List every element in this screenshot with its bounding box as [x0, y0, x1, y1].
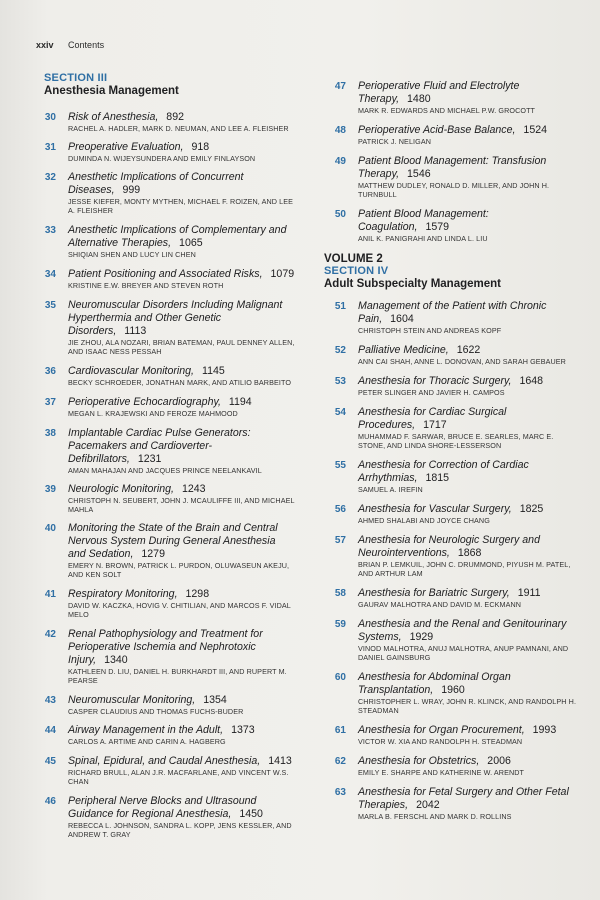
chapter-authors: AMAN MAHAJAN AND JACQUES PRINCE NEELANKAVIL: [68, 466, 262, 475]
chapter-number: 38: [44, 428, 56, 439]
chapter-authors: BRIAN P. LEMKUIL, JOHN C. DRUMMOND, PIYUSH M. PATEL, AND ARTHUR LAM: [358, 560, 571, 578]
chapter-title: [68, 588, 296, 601]
chapter-number: 46: [44, 796, 56, 807]
chapter-number: 54: [334, 407, 346, 418]
toc-entry: [320, 155, 582, 199]
chapter-authors: VICTOR W. XIA AND RANDOLPH H. STEADMAN: [358, 737, 523, 746]
chapter-authors: SHIQIAN SHEN AND LUCY LIN CHEN: [68, 250, 196, 259]
chapter-number: 31: [44, 142, 56, 153]
chapter-number: 60: [334, 672, 346, 683]
chapter-page: 1373: [231, 724, 255, 736]
toc-entry: [30, 628, 296, 685]
chapter-number: 43: [44, 695, 56, 706]
chapter-title-text: Anesthesia for Vascular Surgery,: [358, 503, 512, 515]
chapter-page: 1546: [407, 168, 431, 180]
chapter-title: [358, 755, 582, 768]
chapter-title: [68, 694, 296, 707]
chapter-authors: VINOD MALHOTRA, ANUJ MALHOTRA, ANUP PAMNANI, AND DANIEL GAINSBURG: [358, 644, 569, 662]
toc-entry: [320, 786, 582, 821]
toc-entry: [30, 795, 296, 839]
chapter-number: 34: [44, 269, 56, 280]
chapter-page: 1622: [456, 344, 481, 356]
toc-entry: [30, 268, 296, 290]
toc-entry: [30, 483, 296, 514]
toc-entry: [320, 618, 582, 662]
chapter-title-text: Anesthesia for Obstetrics,: [358, 755, 480, 767]
chapter-title: [68, 755, 296, 768]
toc-entry: [30, 396, 296, 418]
chapter-authors: DAVID W. KACZKA, HOVIG V. CHITILIAN, AND MARCOS F. VIDAL MELO: [68, 601, 291, 619]
chapter-page: 1340: [104, 654, 128, 666]
toc-entry: [30, 522, 296, 579]
chapter-title-text: Anesthetic Implications of Complementary and Alternative Therapies,: [68, 224, 287, 249]
chapter-authors: KRISTINE E.W. BREYER AND STEVEN ROTH: [68, 281, 224, 290]
toc-entry: [320, 755, 582, 777]
chapter-page: 1145: [202, 365, 225, 377]
chapter-title: [68, 171, 296, 197]
chapter-number: 49: [334, 156, 346, 167]
chapter-title-text: Preoperative Evaluation,: [68, 141, 184, 153]
chapter-title: [358, 300, 582, 326]
chapter-authors: MARLA B. FERSCHL AND MARK D. ROLLINS: [358, 812, 512, 821]
chapter-title-text: Patient Blood Management: Transfusion Therapy,: [358, 155, 547, 180]
chapter-number: 56: [334, 504, 346, 515]
chapter-list-left: [30, 111, 296, 839]
chapter-title-text: Anesthetic Implications of Concurrent Diseases,: [68, 171, 244, 196]
chapter-title-text: Anesthesia for Organ Procurement,: [358, 724, 525, 736]
chapter-title: [68, 483, 296, 496]
chapter-page: 1929: [409, 631, 434, 643]
chapter-number: 36: [44, 366, 56, 377]
chapter-title-text: Patient Blood Management: Coagulation,: [358, 208, 489, 233]
chapter-title-text: Anesthesia for Thoracic Surgery,: [358, 375, 512, 387]
chapter-title: [358, 786, 582, 812]
chapter-number: 32: [44, 172, 56, 183]
chapter-title: [358, 208, 582, 234]
chapter-authors: ANIL K. PANIGRAHI AND LINDA L. LIU: [358, 234, 488, 243]
chapter-title-text: Patient Positioning and Associated Risks,: [68, 268, 263, 280]
chapter-title-text: Risk of Anesthesia,: [68, 111, 159, 123]
chapter-authors: MARK R. EDWARDS AND MICHAEL P.W. GROCOTT: [358, 106, 536, 115]
chapter-page: 1868: [457, 547, 482, 559]
chapter-page: 1815: [425, 472, 450, 484]
chapter-number: 57: [334, 535, 346, 546]
chapter-page: 1298: [185, 588, 210, 600]
chapter-title: [68, 522, 296, 561]
chapter-number: 40: [44, 523, 56, 534]
chapter-list-right-top: [320, 80, 582, 243]
chapter-authors: EMILY E. SHARPE AND KATHERINE W. ARENDT: [358, 768, 525, 777]
chapter-title-text: Neurologic Monitoring,: [68, 483, 174, 495]
chapter-title-text: Palliative Medicine,: [358, 344, 449, 356]
chapter-number: 35: [44, 300, 56, 311]
chapter-title: [68, 224, 296, 250]
toc-entry: [30, 171, 296, 215]
chapter-number: 51: [334, 301, 346, 312]
chapter-title: [358, 344, 582, 357]
chapter-title: [68, 268, 296, 281]
chapter-number: 30: [44, 112, 56, 123]
chapter-number: 33: [44, 225, 56, 236]
section-label: SECTION III: [44, 72, 108, 84]
chapter-number: 52: [334, 345, 346, 356]
chapter-authors: CHRISTOPHER L. WRAY, JOHN R. KLINCK, AND RANDOLPH H. STEADMAN: [358, 697, 577, 715]
chapter-title: [68, 299, 296, 338]
toc-entry: [30, 299, 296, 356]
chapter-title-text: Anesthesia for Correction of Cardiac Arrhythmias,: [358, 459, 529, 484]
volume-label: VOLUME 2: [324, 253, 383, 265]
page-number: xxiv: [36, 40, 54, 50]
section-title-iv: Adult Subspecialty Management: [324, 278, 502, 290]
chapter-page: 892: [166, 111, 184, 123]
chapter-authors: AHMED SHALABI AND JOYCE CHANG: [358, 516, 490, 525]
toc-entry: [320, 124, 582, 146]
chapter-page: 1911: [517, 587, 541, 599]
toc-entry: [30, 224, 296, 259]
chapter-page: 1279: [141, 548, 165, 560]
chapter-title-text: Renal Pathophysiology and Treatment for Perioperative Ischemia and Nephrotoxic Injury,: [68, 628, 263, 666]
toc-entry: [320, 724, 582, 746]
chapter-title-text: Peripheral Nerve Blocks and Ultrasound Guidance for Regional Anesthesia,: [68, 795, 257, 820]
chapter-page: 1825: [519, 503, 544, 515]
chapter-page: 1480: [407, 93, 431, 105]
chapter-authors: MATTHEW DUDLEY, RONALD D. MILLER, AND JOHN H. TURNBULL: [358, 181, 550, 199]
chapter-authors: EMERY N. BROWN, PATRICK L. PURDON, OLUWASEUN AKEJU, AND KEN SOLT: [68, 561, 290, 579]
chapter-title: [358, 459, 582, 485]
chapter-title: [68, 427, 296, 466]
chapter-authors: DUMINDA N. WIJEYSUNDERA AND EMILY FINLAYSON: [68, 154, 256, 163]
chapter-authors: MUHAMMAD F. SARWAR, BRUCE E. SEARLES, MARC E. STONE, AND LINDA SHORE-LESSERSON: [358, 432, 554, 450]
chapter-page: 1243: [182, 483, 206, 495]
toc-entry: [320, 671, 582, 715]
chapter-title-text: Cardiovascular Monitoring,: [68, 365, 195, 377]
chapter-number: 42: [44, 629, 56, 640]
chapter-page: 1604: [390, 313, 414, 325]
chapter-number: 53: [334, 376, 346, 387]
chapter-authors: CHRISTOPH STEIN AND ANDREAS KOPF: [358, 326, 502, 335]
chapter-authors: JESSE KIEFER, MONTY MYTHEN, MICHAEL F. ROIZEN, AND LEE A. FLEISHER: [68, 197, 294, 215]
chapter-number: 45: [44, 756, 56, 767]
toc-entry: [320, 80, 582, 115]
chapter-authors: PATRICK J. NELIGAN: [358, 137, 432, 146]
chapter-title: [358, 80, 582, 106]
chapter-title-text: Anesthesia for Neurologic Surgery and Neurointerventions,: [358, 534, 540, 559]
toc-entry: [320, 587, 582, 609]
section-title: Anesthesia Management: [44, 85, 179, 97]
chapter-title-text: Anesthesia for Cardiac Surgical Procedures,: [358, 406, 507, 431]
chapter-title-text: Perioperative Echocardiography,: [68, 396, 221, 408]
chapter-number: 50: [334, 209, 346, 220]
chapter-title-text: Airway Management in the Adult,: [68, 724, 224, 736]
chapter-title: [68, 365, 296, 378]
toc-entry: [30, 755, 296, 786]
chapter-title-text: Monitoring the State of the Brain and Central Nervous System During General Anesthesia and Sedation,: [68, 522, 278, 560]
chapter-number: 63: [334, 787, 346, 798]
toc-entry: [30, 724, 296, 746]
toc-entry: [320, 375, 582, 397]
running-head: [36, 40, 104, 50]
toc-entry: [320, 534, 582, 578]
chapter-authors: CHRISTOPH N. SEUBERT, JOHN J. MCAULIFFE III, AND MICHAEL MAHLA: [68, 496, 295, 514]
chapter-title: [358, 618, 582, 644]
chapter-page: 1194: [228, 396, 252, 408]
chapter-page: 2006: [487, 755, 511, 767]
toc-entry: [30, 365, 296, 387]
toc-entry: [30, 427, 296, 475]
chapter-number: 44: [44, 725, 56, 736]
chapter-title: [358, 406, 582, 432]
chapter-authors: BECKY SCHROEDER, JONATHAN MARK, AND ATILIO BARBEITO: [68, 378, 292, 387]
toc-entry: [320, 300, 582, 335]
chapter-page: 2042: [416, 799, 440, 811]
toc-entry: [30, 141, 296, 163]
chapter-authors: JIE ZHOU, ALA NOZARI, BRIAN BATEMAN, PAUL DENNEY ALLEN, AND ISAAC NESS PESSAH: [68, 338, 295, 356]
chapter-page: 1231: [137, 453, 162, 465]
chapter-title: [358, 671, 582, 697]
chapter-title: [358, 124, 582, 137]
chapter-page: 1579: [425, 221, 450, 233]
chapter-page: 1648: [519, 375, 544, 387]
chapter-title: [68, 628, 296, 667]
chapter-page: 1960: [441, 684, 465, 696]
chapter-page: 918: [191, 141, 210, 153]
chapter-page: 1524: [523, 124, 547, 136]
chapter-title: [358, 587, 582, 600]
chapter-title-text: Neuromuscular Disorders Including Malignant Hyperthermia and Other Genetic Disorders,: [68, 299, 283, 337]
chapter-page: 1113: [124, 325, 147, 337]
chapter-title: [68, 111, 296, 124]
chapter-title: [68, 724, 296, 737]
chapter-number: 55: [334, 460, 346, 471]
chapter-page: 1413: [268, 755, 292, 767]
chapter-title: [68, 795, 296, 821]
right-column: [320, 80, 582, 821]
chapter-number: 48: [334, 125, 346, 136]
chapter-number: 39: [44, 484, 56, 495]
chapter-authors: GAURAV MALHOTRA AND DAVID M. ECKMANN: [358, 600, 522, 609]
chapter-title-text: Implantable Cardiac Pulse Generators: Pacemakers and Cardioverter-Defibrillators,: [68, 427, 251, 465]
chapter-title-text: Spinal, Epidural, and Caudal Anesthesia,: [68, 755, 261, 767]
chapter-page: 1993: [532, 724, 557, 736]
chapter-authors: RICHARD BRULL, ALAN J.R. MACFARLANE, AND VINCENT W.S. CHAN: [68, 768, 289, 786]
chapter-title: [68, 141, 296, 154]
chapter-title-text: Anesthesia and the Renal and Genitourinary Systems,: [358, 618, 567, 643]
chapter-title-text: Perioperative Acid-Base Balance,: [358, 124, 516, 136]
chapter-authors: CASPER CLAUDIUS AND THOMAS FUCHS-BUDER: [68, 707, 244, 716]
toc-entry: [320, 503, 582, 525]
chapter-title-text: Anesthesia for Fetal Surgery and Other Fetal Therapies,: [358, 786, 569, 811]
chapter-title-text: Neuromuscular Monitoring,: [68, 694, 196, 706]
chapter-page: 999: [122, 184, 141, 196]
chapter-page: 1065: [179, 237, 203, 249]
toc-entry: [30, 588, 296, 619]
chapter-authors: RACHEL A. HADLER, MARK D. NEUMAN, AND LEE A. FLEISHER: [68, 124, 289, 133]
chapter-authors: PETER SLINGER AND JAVIER H. CAMPOS: [358, 388, 505, 397]
chapter-number: 41: [44, 589, 56, 600]
toc-entry: [320, 344, 582, 366]
chapter-number: 61: [334, 725, 346, 736]
chapter-page: 1354: [203, 694, 227, 706]
chapter-title: [358, 724, 582, 737]
chapter-title: [358, 375, 582, 388]
toc-entry: [320, 406, 582, 450]
chapter-title-text: Anesthesia for Bariatric Surgery,: [358, 587, 510, 599]
toc-entry: [30, 694, 296, 716]
chapter-list-right-bottom: [320, 300, 582, 821]
chapter-number: 58: [334, 588, 346, 599]
section-label-iv: SECTION IV: [324, 265, 389, 277]
chapter-number: 47: [334, 81, 346, 92]
toc-entry: [320, 459, 582, 494]
chapter-number: 37: [44, 397, 56, 408]
left-column: [30, 72, 296, 839]
chapter-title-text: Management of the Patient with Chronic Pain,: [358, 300, 547, 325]
chapter-authors: SAMUEL A. IREFIN: [358, 485, 423, 494]
chapter-authors: REBECCA L. JOHNSON, SANDRA L. KOPP, JENS KESSLER, AND ANDREW T. GRAY: [68, 821, 292, 839]
chapter-number: 59: [334, 619, 346, 630]
chapter-number: 62: [334, 756, 346, 767]
chapter-title-text: Respiratory Monitoring,: [68, 588, 178, 600]
chapter-authors: MEGAN L. KRAJEWSKI AND FEROZE MAHMOOD: [68, 409, 238, 418]
chapter-authors: ANN CAI SHAH, ANNE L. DONOVAN, AND SARAH GEBAUER: [358, 357, 566, 366]
toc-entry: [30, 111, 296, 133]
toc-entry: [320, 208, 582, 243]
chapter-title: [68, 396, 296, 409]
running-head-label: Contents: [68, 40, 105, 50]
chapter-title-text: Anesthesia for Abdominal Organ Transplantation,: [358, 671, 511, 696]
chapter-title: [358, 534, 582, 560]
chapter-title: [358, 155, 582, 181]
chapter-authors: CARLOS A. ARTIME AND CARIN A. HAGBERG: [68, 737, 226, 746]
chapter-title-text: Perioperative Fluid and Electrolyte Therapy,: [358, 80, 520, 105]
chapter-authors: KATHLEEN D. LIU, DANIEL H. BURKHARDT III, AND RUPERT M. PEARSE: [68, 667, 287, 685]
chapter-title: [358, 503, 582, 516]
chapter-page: 1450: [239, 808, 263, 820]
chapter-page: 1079: [270, 268, 295, 280]
chapter-page: 1717: [423, 419, 447, 431]
